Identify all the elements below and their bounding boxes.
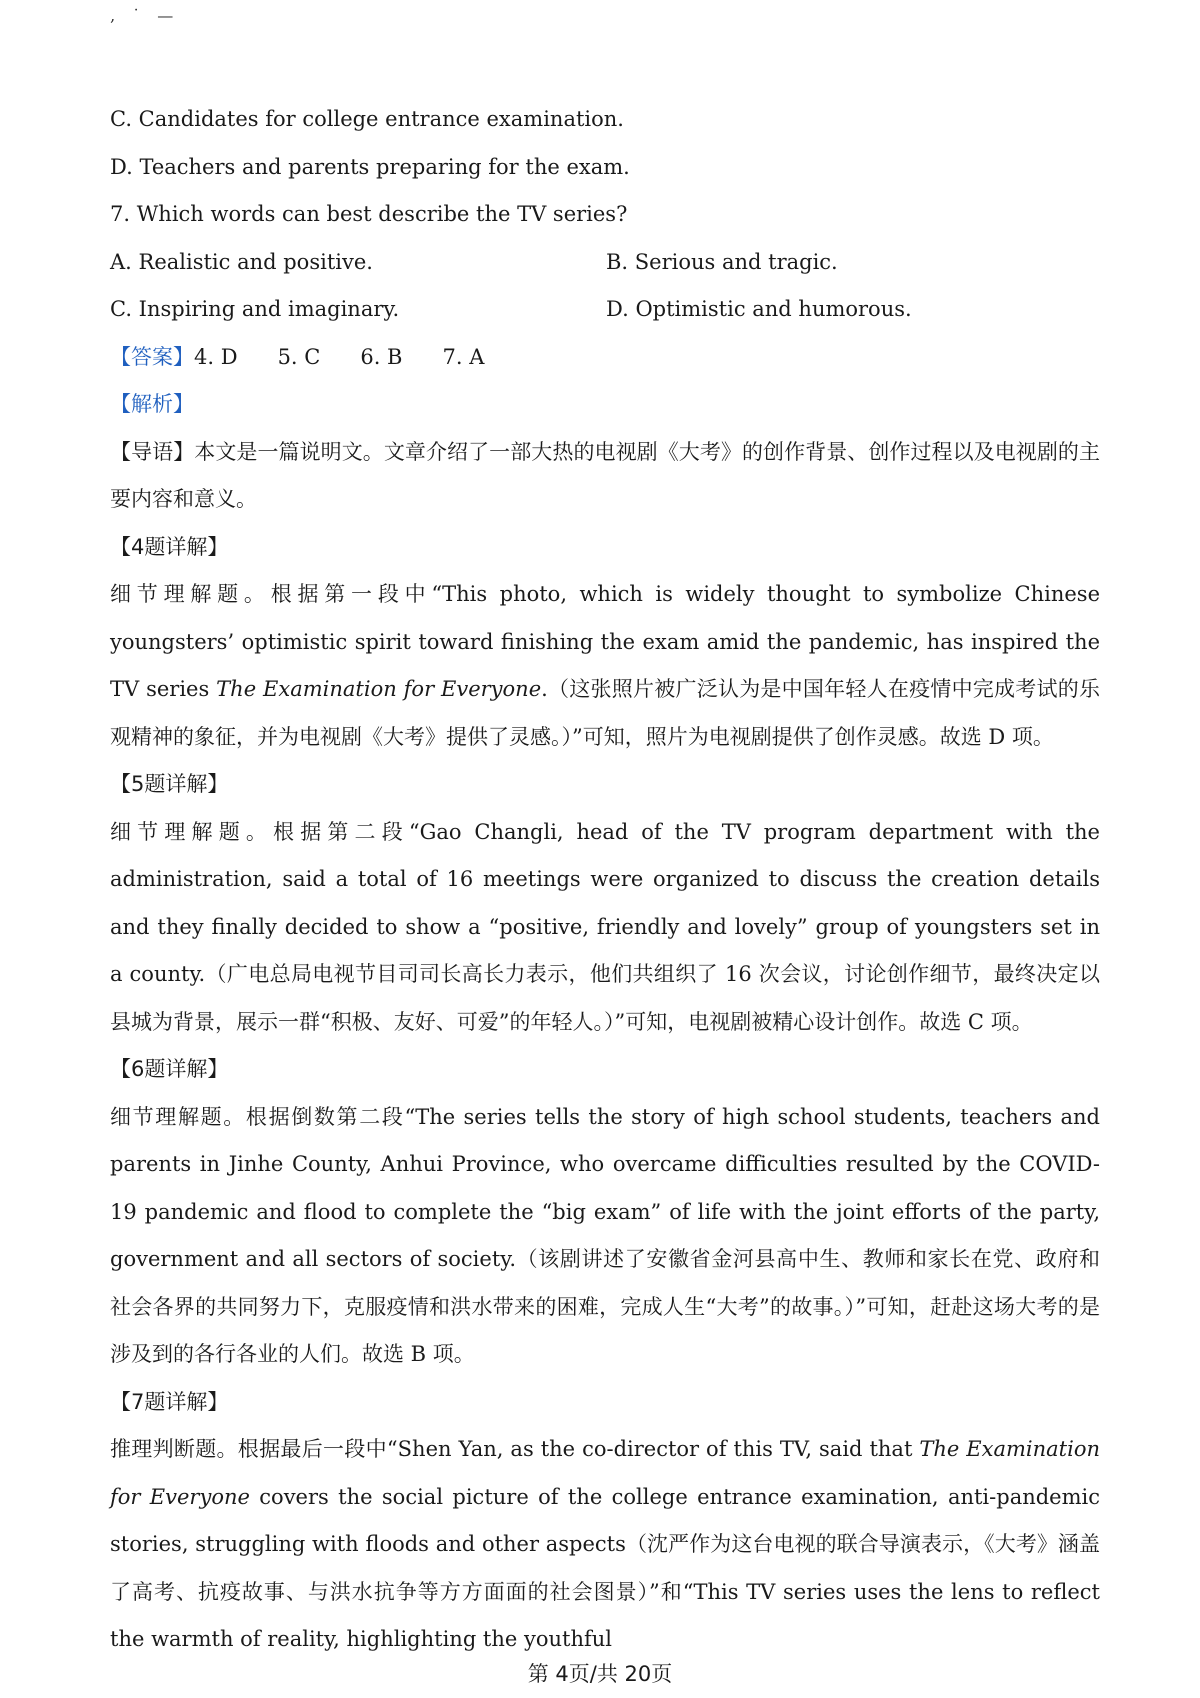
header-marks: ‚ ˙ — [110,6,180,25]
question-7-options-row-2 [110,286,1100,334]
option-d-q6: D. Teachers and parents preparing for the exam. [110,154,630,179]
answer-item: 4. D [194,344,238,369]
answer-item: 5. C [277,344,321,369]
q6-heading: 【6题详解】 [110,1057,229,1081]
analysis-tag: 【解析】 [110,392,194,416]
option-b-q7: B. Serious and tragic. [606,249,838,274]
option-a-q7: A. Realistic and positive. [110,249,373,274]
q7-explanation [110,1426,1100,1664]
page-content [110,96,1100,1664]
q4-heading: 【4题详解】 [110,534,229,559]
q4-text-1: 细节理解题。根据第一段中“This photo, which is widely thought to symbolize Chinese youngsters’ optimistic spirit toward finishing the exam amid the pandemic, has inspired the TV series [110,582,1100,701]
q7-italic-title: The Examination for Everyone [110,1437,1101,1509]
q4-text-2: .（这张照片被广泛认为是中国年轻人在疫情中完成考试的乐观精神的象征，并为电视剧《大考》提供了灵感。）”可知，照片为电视剧提供了创作灵感。故选 D 项。 [110,677,1100,749]
intro-paragraph [110,429,1100,524]
answer-item: 6. B [360,344,403,369]
option-d-q7: D. Optimistic and humorous. [606,297,912,321]
option-c-q6: C. Candidates for college entrance examination. [110,107,624,131]
answer-line [110,334,1100,382]
question-7-options-row-1 [110,239,1100,287]
option-c-q7: C. Inspiring and imaginary. [110,297,400,321]
q4-italic-title: The Examination for Everyone [216,677,542,701]
intro-head: 【导语】 [110,439,195,464]
q7-text-2: covers the social picture of the college entrance examination, anti-pandemic stories, struggling with floods and other aspects（沈严作为这台电视的联合导演表示，《大考》涵盖了高考、抗疫故事、与洪水抗争等方方面面的社会图景）”和“This TV series uses the lens to reflect the warmth of reality, highlighting the youthful [110,1484,1100,1651]
q6-explanation: 细节理解题。根据倒数第二段“The series tells the story of high school students, teachers and parents in Jinhe County, Anhui Province, who overcame difficulties resulted by the COVID-19 pandemic and flood to complete the “big exam” of life with the joint efforts of the party, government and all sectors of society.（该剧讲述了安徽省金河县高中生、教师和家长在党、政府和社会各界的共同努力下，克服疫情和洪水带来的困难，完成人生“大考”的故事。）”可知，赶赴这场大考的是涉及到的各行各业的人们。故选 B 项。 [110,1104,1100,1366]
q5-heading: 【5题详解】 [110,772,229,796]
q5-explanation: 细节理解题。根据第二段“Gao Changli, head of the TV program department with the administration, said a total of 16 meetings were organized to discuss the creation details and they finally decided to show a “positive, friendly and lovely” group of youngsters set in a county.（广电总局电视节目司司长高长力表示，他们共组织了 16 次会议，讨论创作细节，最终决定以县城为背景，展示一群“积极、友好、可爱”的年轻人。）”可知，电视剧被精心设计创作。故选 C 项。 [110,819,1100,1034]
question-7-stem: 7. Which words can best describe the TV series? [110,202,628,226]
q4-explanation [110,571,1100,761]
answer-tag: 【答案】 [110,344,194,369]
answer-item: 7. A [442,344,485,369]
q7-text-1: 推理判断题。根据最后一段中“Shen Yan, as the co-director of this TV, said that [110,1437,920,1461]
page-number-footer: 第 4页/共 20页 [527,1662,673,1686]
q7-heading: 【7题详解】 [110,1389,229,1414]
intro-text: 本文是一篇说明文。文章介绍了一部大热的电视剧《大考》的创作背景、创作过程以及电视剧的主要内容和意义。 [110,439,1101,511]
